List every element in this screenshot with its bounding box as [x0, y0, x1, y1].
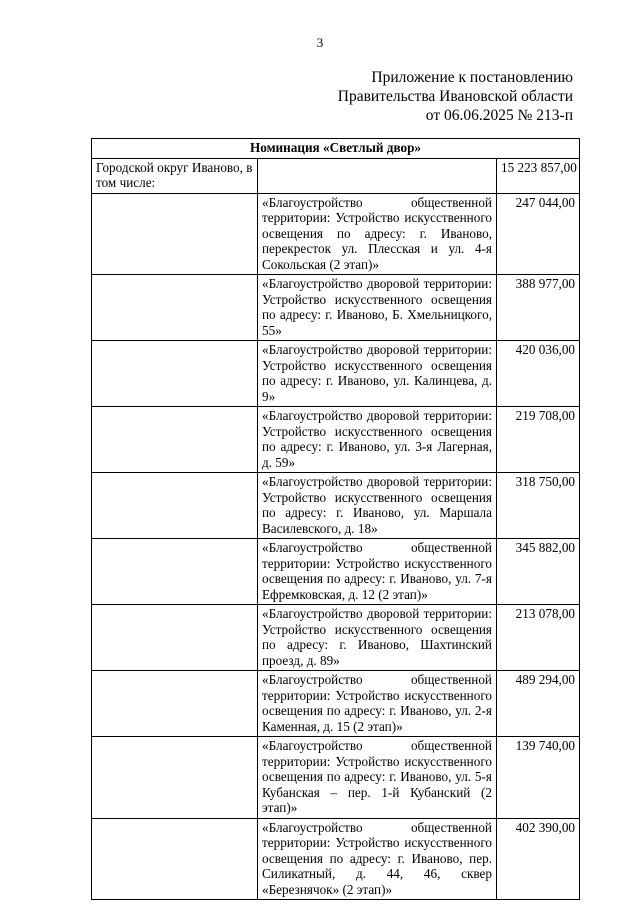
- appendix-line-1: Приложение к постановлению: [371, 69, 573, 86]
- table-row: [92, 605, 580, 671]
- district-total: 15 223 857,00: [497, 158, 580, 193]
- empty-cell: [92, 818, 258, 900]
- table-row: [92, 818, 580, 900]
- project-description: «Благоустройство дворовой территории: Устройство искусственного освещения по адресу: г. Иваново, ул. 3-я Лагерная, д. 59»: [258, 407, 497, 473]
- project-amount: 489 294,00: [497, 671, 580, 737]
- project-description: «Благоустройство общественной территории: Устройство искусственного освещения по адресу: г. Иваново, ул. 2-я Каменная, д. 15 (2 этап)»: [258, 671, 497, 737]
- project-description: «Благоустройство общественной территории: Устройство искусственного освещения по адресу: г. Иваново, ул. 5-я Кубанская – пер. 1-й Кубанский (2 этап)»: [258, 737, 497, 819]
- nomination-row: [92, 139, 580, 159]
- table-row: [92, 671, 580, 737]
- district-empty-cell: [258, 158, 497, 193]
- table-row: [92, 341, 580, 407]
- empty-cell: [92, 737, 258, 819]
- project-description: «Благоустройство общественной территории: Устройство искусственного освещения по адресу: г. Иваново, пер. Силикатный, д. 44, 46, сквер «Березнячок» (2 этап)»: [258, 818, 497, 900]
- table-row: [92, 737, 580, 819]
- appendix-header: [338, 68, 573, 125]
- funding-table: [91, 138, 580, 900]
- project-amount: 388 977,00: [497, 275, 580, 341]
- empty-cell: [92, 407, 258, 473]
- empty-cell: [92, 539, 258, 605]
- district-name: Городской округ Иваново, в том числе:: [92, 158, 258, 193]
- page-number: 3: [316, 35, 324, 50]
- empty-cell: [92, 605, 258, 671]
- appendix-line-3: от 06.06.2025 № 213-п: [425, 107, 573, 124]
- project-amount: 219 708,00: [497, 407, 580, 473]
- nomination-title: Номинация «Светлый двор»: [92, 139, 580, 159]
- project-amount: 318 750,00: [497, 473, 580, 539]
- project-amount: 213 078,00: [497, 605, 580, 671]
- empty-cell: [92, 473, 258, 539]
- district-row: [92, 158, 580, 193]
- project-description: «Благоустройство общественной территории: Устройство искусственного освещения по адресу: г. Иваново, перекресток ул. Плесская и ул. 4-я Сокольская (2 этап)»: [258, 193, 497, 275]
- table-row: [92, 193, 580, 275]
- table-row: [92, 473, 580, 539]
- project-amount: 402 390,00: [497, 818, 580, 900]
- project-description: «Благоустройство дворовой территории: Устройство искусственного освещения по адресу: г. Иваново, ул. Маршала Василевского, д. 18»: [258, 473, 497, 539]
- empty-cell: [92, 193, 258, 275]
- empty-cell: [92, 275, 258, 341]
- project-description: «Благоустройство дворовой территории: Устройство искусственного освещения по адресу: г. Иваново, Шахтинский проезд, д. 89»: [258, 605, 497, 671]
- appendix-line-2: Правительства Ивановской области: [337, 88, 573, 105]
- table-row: [92, 407, 580, 473]
- empty-cell: [92, 341, 258, 407]
- table-row: [92, 539, 580, 605]
- project-description: «Благоустройство общественной территории: Устройство искусственного освещения по адресу: г. Иваново, ул. 7-я Ефремковская, д. 12 (2 этап)»: [258, 539, 497, 605]
- project-description: «Благоустройство дворовой территории: Устройство искусственного освещения по адресу: г. Иваново, ул. Калинцева, д. 9»: [258, 341, 497, 407]
- project-amount: 345 882,00: [497, 539, 580, 605]
- project-amount: 247 044,00: [497, 193, 580, 275]
- table-row: [92, 275, 580, 341]
- project-amount: 139 740,00: [497, 737, 580, 819]
- project-amount: 420 036,00: [497, 341, 580, 407]
- empty-cell: [92, 671, 258, 737]
- project-description: «Благоустройство дворовой территории: Устройство искусственного освещения по адресу: г. Иваново, Б. Хмельницкого, 55»: [258, 275, 497, 341]
